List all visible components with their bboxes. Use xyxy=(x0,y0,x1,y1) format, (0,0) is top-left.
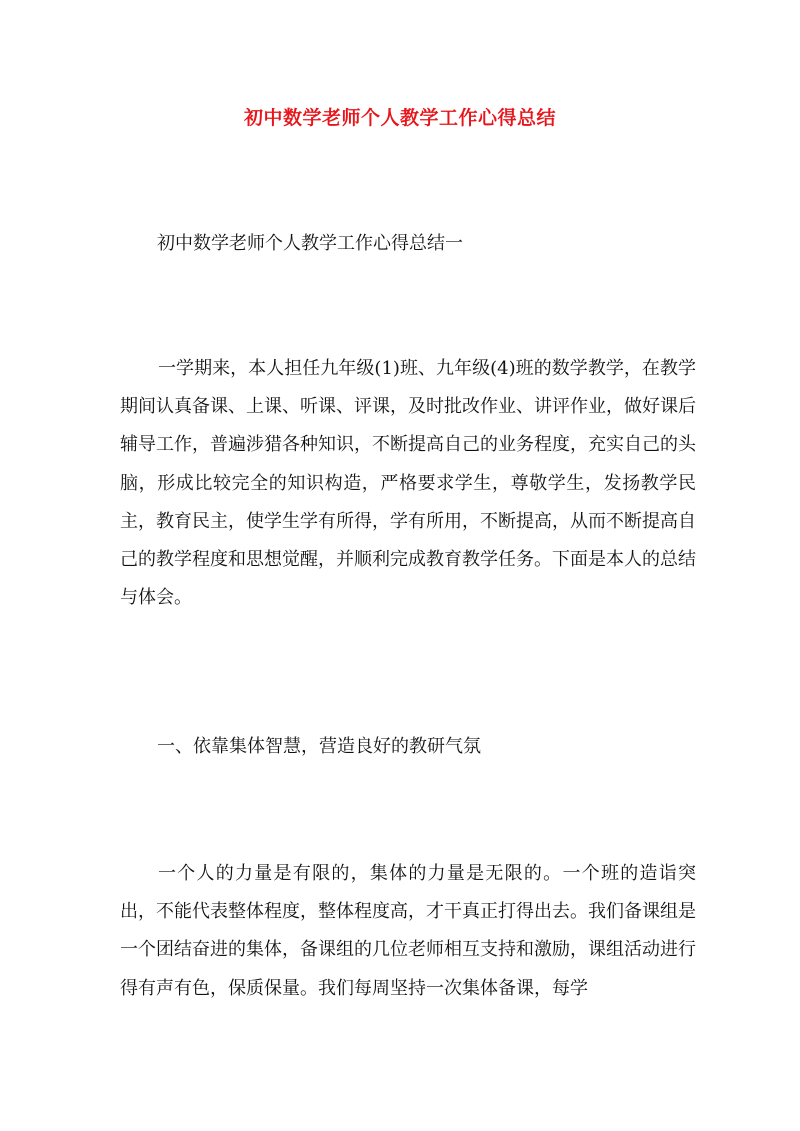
document-subtitle: 初中数学老师个人教学工作心得总结一 xyxy=(157,233,463,254)
section-paragraph: 一个人的力量是有限的，集体的力量是无限的。一个班的造诣突出，不能代表整体程度，整体程度高，才干真正打得出去。我们备课组是一个团结奋进的集体，备课组的几位老师相互支持和激励，课组活动进行得有声有色，保质保量。我们每周坚持一次集体备课，每学 xyxy=(120,863,696,999)
intro-paragraph: 一学期来，本人担任九年级(1)班、九年级(4)班的数学教学，在教学期间认真备课、上课、听课、评课，及时批改作业、讲评作业，做好课后辅导工作，普遍涉猎各种知识，不断提高自己的业务程度，充实自己的头脑，形成比较完全的知识构造，严格要求学生，尊敬学生，发扬教学民主，教育民主，使学生学有所得，学有所用，不断提高，从而不断提高自己的教学程度和思想觉醒，并顺利完成教育教学任务。下面是本人的总结与体会。 xyxy=(120,358,696,609)
section-heading: 一、依靠集体智慧，营造良好的教研气氛 xyxy=(157,736,481,757)
document-title: 初中数学老师个人教学工作心得总结 xyxy=(243,107,556,129)
